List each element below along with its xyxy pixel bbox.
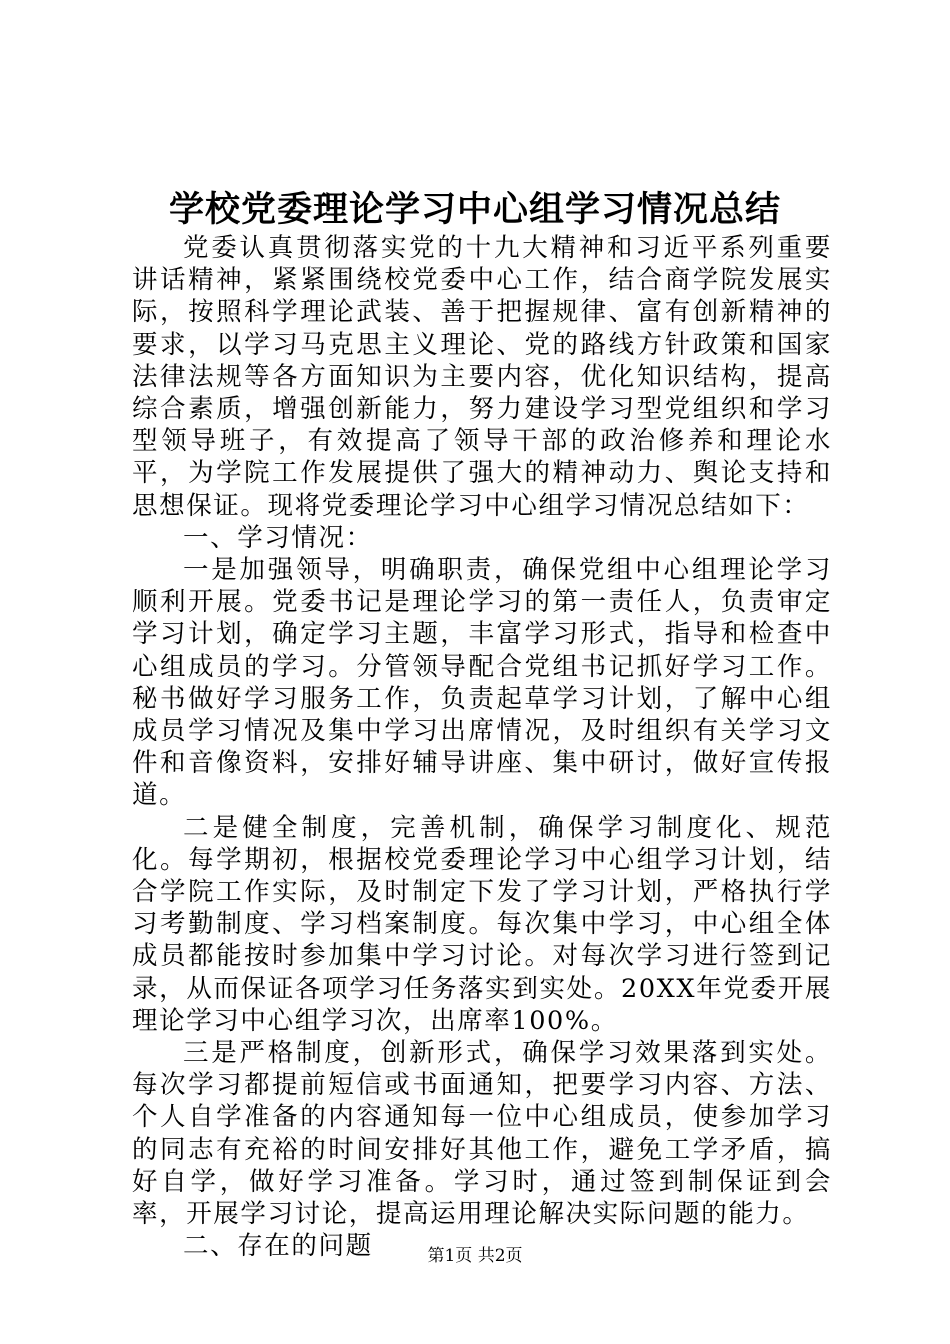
document-body [132,232,832,1263]
section-heading-study: 一、学习情况： [183,522,373,553]
paragraph-intro: 党委认真贯彻落实党的十九大精神和习近平系列重要讲话精神，紧紧围绕校党委中心工作，结合商学院发展实际，按照科学理论武装、善于把握规律、富有创新精神的要求，以学习马克思主义理论、党的路线方针政策和国家法律法规等各方面知识为主要内容，优化知识结构，提高综合素质，增强创新能力，努力建设学习型党组织和学习型领导班子，有效提高了领导干部的政治修养和理论水平，为学院工作发展提供了强大的精神动力、舆论支持和思想保证。现将党委理论学习中心组学习情况总结如下： [132,233,832,521]
paragraph-form: 三是严格制度，创新形式，确保学习效果落到实处。每次学习都提前短信或书面通知，把要学习内容、方法、个人自学准备的内容通知每一位中心组成员，使参加学习的同志有充裕的时间安排好其他工作，避免工学矛盾，搞好自学，做好学习准备。学习时，通过签到制保证到会率，开展学习讨论，提高运用理论解决实际问题的能力。 [132,1038,832,1230]
section-heading-problems: 二、存在的问题 [183,1231,373,1262]
paragraph-leadership: 一是加强领导，明确职责，确保党组中心组理论学习顺利开展。党委书记是理论学习的第一责任人，负责审定学习计划，确定学习主题，丰富学习形式，指导和检查中心组成员的学习。分管领导配合党组书记抓好学习工作。秘书做好学习服务工作，负责起草学习计划，了解中心组成员学习情况及集中学习出席情况，及时组织有关学习文件和音像资料，安排好辅导讲座、集中研讨，做好宣传报道。 [132,555,832,811]
document-title: 学校党委理论学习中心组学习情况总结 [168,189,781,230]
paragraph-system: 二是健全制度，完善机制，确保学习制度化、规范化。每学期初，根据校党委理论学习中心组学习计划，结合学院工作实际，及时制定下发了学习计划，严格执行学习考勤制度、学习档案制度。每次集中学习，中心组全体成员都能按时参加集中学习讨论。对每次学习进行签到记录，从而保证各项学习任务落实到实处。20XX年党委开展理论学习中心组学习次，出席率100%。 [132,812,832,1036]
page-indicator: 第1页 共2页 [427,1246,523,1266]
